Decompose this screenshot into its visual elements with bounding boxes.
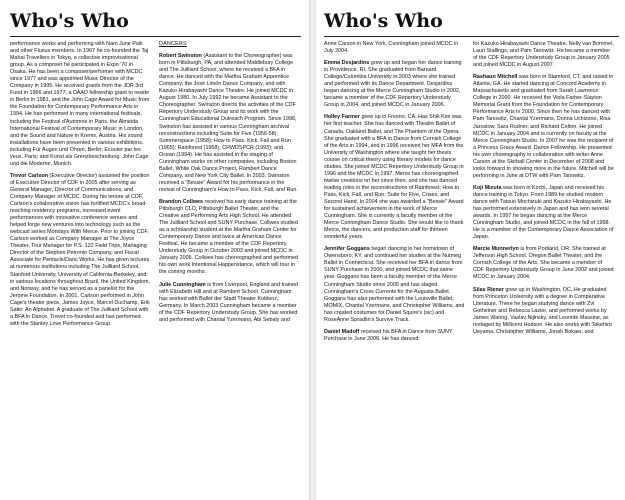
bio-text: grew up in Fresno, CA. Has Shik Kim was her first teacher. She has danced with Theatre Ballet of Canada, Oakland Ballet, and The Phantom of the Opera. She graduated with a BFA in Dance from Cornish College of the Arts in 1994, and in 1996 received her MFA from the University of Washington where she taught her thesis course on critical theory using literary models for dance studies. She joined MCDC Repertory Understudy Group in 1996 and the MCDC in 1997. Merce has choreographed twelve creations on her since then, and she has danced leading roles in the reconstructions of Rainforest; How to Pass, Kick, Fall, and Run; Suite for Five, Crises, and Second Hand. In 2004 she was awarded a "Bessie" Award for sustained achievement in the work of Merce Cunningham. She is currently a faculty member of the Merce Cunningham Dance Studio. She would like to thank Merce, the dancers, and production staff for thirteen wonderful years. xyxy=(324,114,464,241)
section-heading: DANCERS xyxy=(159,41,187,47)
bio-text: was born in Stamford, CT, and raised in Atlanta, GA. He started dancing at Concord Academy in Massachusetts and graduated from Sarah Lawrence College in 2000. He received the Viola Farber-Slayton Memorial Grant from the Foundation for Contemporary Performance Arts in 2000. Since then he has danced with Pam Tanowitz, Chantal Yzermans, Donna Uchizono, Risa Jaroslow, Sara Rudner, and Richard Colton. He joined MCDC in January 2004 and is currently on faculty at the Merce Cunningham Studio. In 2007 he was the recipient of a Princess Grace Award: Dance Fellowship. He presented his own choreography in collaboration with writer Anne Carson at the Skirball Center in December of 2008 and looks forward to showing more in the future. Mitchell will be performing in June at DTW with Pam Tanowitz. xyxy=(473,74,614,179)
title-rule xyxy=(324,36,619,37)
bio-paragraph xyxy=(324,114,465,241)
person-name: Marcie Munnerlyn xyxy=(473,246,519,253)
bio-paragraph xyxy=(159,53,300,194)
person-name: Silas Riener xyxy=(473,286,504,293)
column-2-entries xyxy=(159,53,300,324)
person-name: Rashaun Mitchell xyxy=(473,74,518,81)
bio-text: began dancing in her hometown of Owensboro, KY, and continued her studies at the Nutmeg Ballet in Connecticut. She received her BFA in dance from SUNY Purchase in 2000, and joined MCDC that same year. Goggans has been a faculty member of the Merce Cunningham Studio since 2005 and has staged Cunningham's Cross Currents for the Augusta Ballet. Goggans has also performed with the Louisville Ballet, MOMIX, Chantal Yzermans, and Christopher Williams, and has created costumes for Daniel Squire's (sic) and RoseAnne Spradlin's Survive Track. xyxy=(324,246,465,323)
person-name: Jennifer Goggans xyxy=(324,246,370,253)
column-1 xyxy=(10,41,151,333)
bio-text: was born in Kochi, Japan and received his dance training in Tokyo. From 1989 he studied modern dance with Tatsuo Mochizuki and Kazuko Hirabayashi. He has performed extensively in Japan and has won several awards. In 1997 he began dancing at the Merce Cunningham Studio, and joined MCDC in the fall of 1998. He is a member of the Contemporary Dance Association of Japan. xyxy=(473,184,614,241)
title-rule xyxy=(10,36,301,37)
bio-paragraph xyxy=(324,246,465,324)
bio-text: received his BFA in Dance from SUNY Purchase in June 2006. He has danced xyxy=(324,328,453,342)
person-name: Holley Farmer xyxy=(324,114,360,121)
page-title: Who's Who xyxy=(324,10,443,32)
person-name: Julie Cunningham xyxy=(159,281,206,288)
bio-text: grew up in Washington, DC. He graduated from Princeton University with a degree in Comparative Literature. There he began studying dance with Zvi Gotheiner and Rebecca Lazier, and performed works by James Waring, Vaslav Nijinsky, and Leonide Massine, as restaged by Millicent Hodson. He also works with Takehiro Ueyama, Christopher Williams, Jonah Bokaer, and xyxy=(473,286,612,335)
column-2 xyxy=(159,41,300,333)
bio-text: grew up and began her dance training in Providence, RI. She graduated from Barnard College/Columbia University in 2003 where she trained and performed with its Dance Department. Desjardins began dancing at the Merce Cunningham Studio in 2002, became a member of the CDF Repertory Understudy Group in 2004, and joined MCDC in January 2006. xyxy=(324,60,462,109)
person-name: Brandon Collwes xyxy=(159,198,204,205)
page-title: Who's Who xyxy=(10,10,129,32)
bio-paragraph xyxy=(473,41,614,69)
bio-text: is from Liverpool, England and trained with Elizabeth Hill and at Rambert School. Cunningham has worked with Ballet der Stadt Theater Koblenz, Germany. In March 2003 Cunningham became a member of the CDF Repertory Understudy Group. She has worked and performed with Chantal Yzermans, Abi Sebaly and xyxy=(159,281,299,323)
person-name: Trevor Carlson xyxy=(10,172,49,179)
person-name: Koji Mizuta xyxy=(473,184,502,191)
bio-text: (Assistant to the Choreographer) was born in Pittsburgh, PA, and attended Middlebury College and The Juilliard School, where he received a BFA in dance. He danced with the Martha Graham Apprentice Company, the José Limón Dance Company, and with Kazuko Hirabayashi Dance Theatre. He joined MCDC in August 1980. In July 1992 he became Assistant to the Choreographer. Swinston directs the activities of the CDF Repertory Understudy Group and its work with the Cunningham Educational Outreach Program. Since 1998, Swinston has assisted in various Cunningham archival reconstructions including Suite for Five (1956-58); Summerspace (1958); How to Pass, Kick, Fall and Run (1965); Rainforest (1968); CRWDSPCR (1993); and Ocean (1994). He has assisted in the staging of Cunningham works on other companies, including Boston Ballet, White Oak Dance Project, Rambert Dance Company, and New York City Ballet. In 2003, Swinston received a "Bessie" Award for his performance in the revival of Cunningham's How to Pass, Kick, Fall, and Run. xyxy=(159,53,298,193)
columns xyxy=(324,41,619,348)
column-1 xyxy=(324,41,465,348)
bio-paragraph xyxy=(324,41,465,55)
book-gutter xyxy=(309,0,316,500)
bio-paragraph xyxy=(473,185,614,241)
left-page xyxy=(0,0,309,500)
bio-paragraph xyxy=(10,41,151,168)
bio-text: Anne Carson in New York. Cunningham joined MCDC in July 2004. xyxy=(324,41,459,55)
bio-paragraph xyxy=(159,199,300,277)
right-page xyxy=(316,0,625,500)
columns xyxy=(10,41,301,333)
bio-paragraph xyxy=(473,74,614,180)
bio-text: is from Portland, OR. She trained at Jefferson High School, Oregon Ballet Theater, and the Cornish College of the Arts. She became a member of CDF Repertory Understudy Group in June 2002 and joined MCDC in January 2004. xyxy=(473,246,614,281)
bio-paragraph xyxy=(10,173,151,328)
bio-text: performance works and performing with Nam June Paik and other Fluxus members. In 1967 he co-founded the Taj Mahal Travellers in Tokyo, a collective improvisational group. As a composer he participated in Expo '70 in Osaka. He has been a composer/performer with MCDC since 1977 and was appointed Music Director of the Company in 1995. He received grants from the JDR 3rd Fund in 1966 and 1977, a DAAD fellowship grant to reside in Berlin in 1981, and the John Cage Award for Music from the Foundation for Contemporary Performance Arts in 1994. He has performed in many international festivals, including the Festival d'Automne in Paris, the Almeida International Festival of Contemporary Music in London, and the Sound and Nature in Krems, Austria. His sound installations have been presented in various exhibitions, including Für Augen und Ohren, Berlin; Ecouter par les yeux, Paris; and Kunst als Grenzbeschreitung: John Cage und die Moderne, Munich. xyxy=(10,41,150,167)
person-name: Emma Desjardins xyxy=(324,60,370,67)
bio-paragraph xyxy=(473,246,614,281)
bio-paragraph xyxy=(324,329,465,343)
bio-text: for Kazuko Hirabayashi Dance Theatre, Nelly van Bommel, Lauri Stallings, and Pam Tanowitz. He became a member of the CDF Repertory Understudy Group in January 2005 and joined MCDC in August 2007. xyxy=(473,41,614,69)
bio-text: received his early dance training at the Pittsburgh CLO, Pittsburgh Ballet Theater, and the Creative and Performing Arts High School. He attended The Juilliard School and SUNY Purchase. Collwes studied as a scholarship student at the Martha Graham Center for Contemporary Dance and twice at American Dance Festival. He became a member of the CDF Repertory Understudy Group in October 2003 and joined MCDC in January 2006. Collwes has choreographed and performed his own work Intentional Happenstance, which will tour in the coming months. xyxy=(159,198,299,276)
bio-paragraph xyxy=(473,287,614,336)
person-name: Daniel Madoff xyxy=(324,328,360,335)
bio-paragraph xyxy=(324,60,465,109)
person-name: Robert Swinston xyxy=(159,53,202,60)
bio-text: (Executive Director) assumed the position of Executive Director of CDF in 2005 after serving as General Manager, Director of Communications, and Company Manager of MCDC. During his tenure at CDF, Carlson's collaborative vision has fortified MCDC's broad-reaching residency programs, increased event performances with innovative conference venues and helped forge new ventures into technology such as the webcast series Mondays With Merce. Prior to joining CDF, Carlson worked as Company Manager at The Joyce Theater, Tour Manager for P.S. 122 Field Trips, Managing Director of the Stephen Petronio Company, and Fiscal Associate for Pentacle/Danc Works. He has given lectures at numerous institutions including The Juilliard School, Stanford University, University of California-Berkeley, and in various locations throughout Brazil, the United Kingdom, and Norway, and he has served as a panelist for the Jerome Foundation. In 2001, Carlson performed in John Cage's theater piece, James Joyce, Marcel Duchamp, Erik Satie: An Alphabet. A graduate of The Juilliard School with a BFA in Dance, Trevor co-founded and has performed with the Stanley Love Performance Group. xyxy=(10,172,150,327)
column-2 xyxy=(473,41,614,348)
bio-paragraph xyxy=(159,282,300,324)
